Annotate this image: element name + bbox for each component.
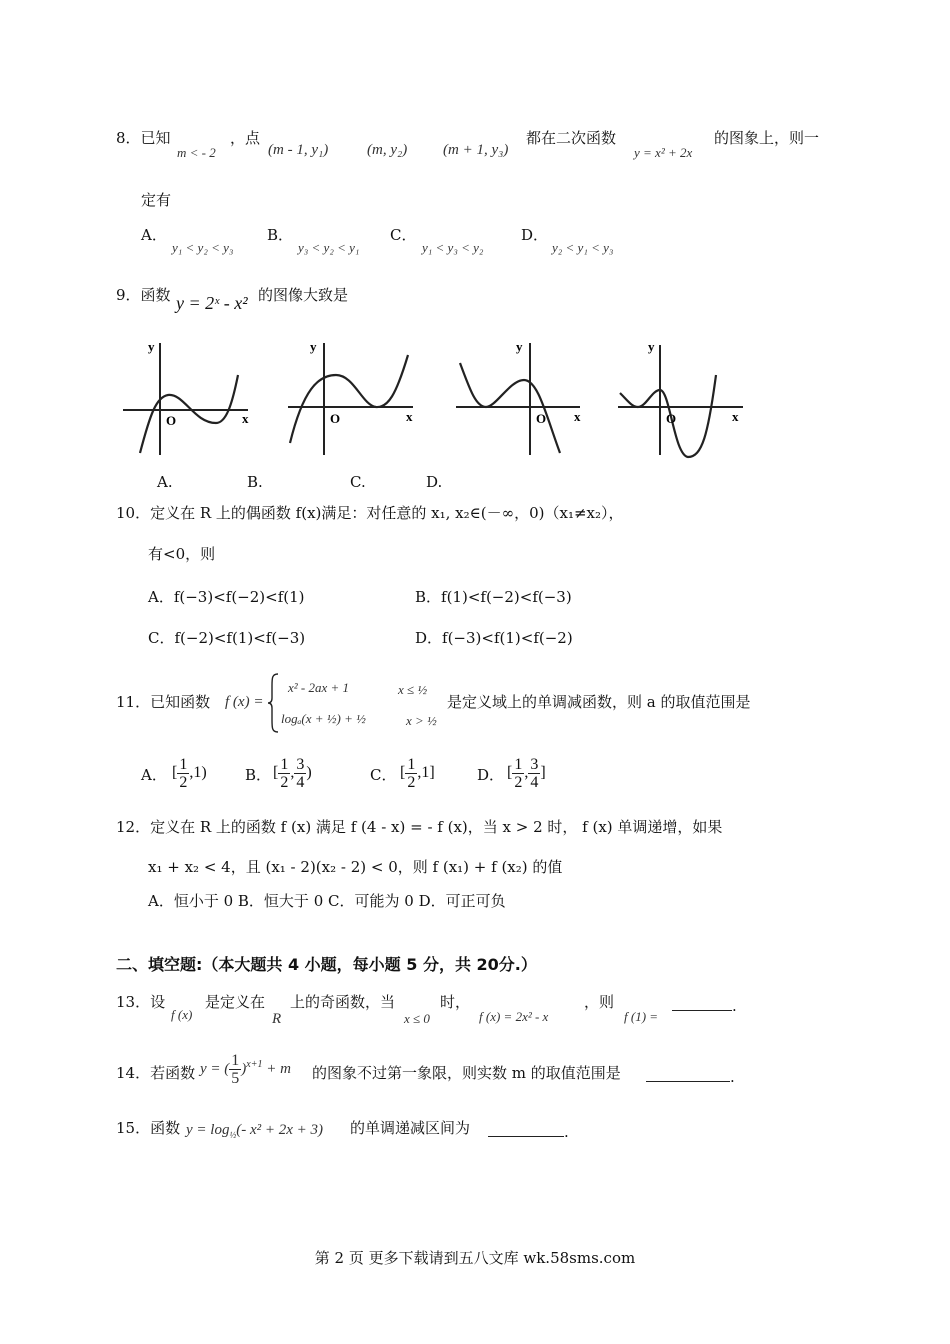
q11-option-c-label: C．	[370, 766, 397, 784]
q10-stem: 10．定义在 R 上的偶函数 f(x)满足：对任意的 x₁, x₂∈(－∞，0)（x₁≠x₂），	[116, 504, 624, 522]
q15-arg: (- x² + 2x + 3)	[236, 1122, 323, 1138]
q13-function: f (x) = 2x² - x	[479, 1009, 549, 1024]
q14-frac-den: 5	[231, 1070, 240, 1087]
q11-d-num1: 1	[514, 756, 523, 773]
q13-blank[interactable]	[672, 996, 732, 1011]
graph-c-o-label: O	[536, 411, 547, 426]
q9-option-d: D.	[426, 473, 443, 491]
q14-answer-line	[646, 1067, 735, 1087]
q13-r: R	[272, 1011, 282, 1027]
q11-option-d-label: D．	[477, 766, 505, 784]
q11-b-comma: ,	[290, 764, 295, 782]
q15-blank[interactable]	[488, 1122, 564, 1137]
q13-f1: f (1) =	[624, 1009, 659, 1024]
q15-number: 15．函数	[116, 1119, 181, 1137]
q11-d-den1: 2	[514, 774, 523, 791]
q13-text1: 是定义在	[205, 993, 266, 1011]
q14-func-post: )	[241, 1060, 247, 1077]
q15-answer-line	[488, 1122, 569, 1142]
q11-fx: f (x) =	[225, 694, 264, 710]
q14-tail: 的图象不过第一象限，则实数 m 的取值范围是	[312, 1064, 621, 1082]
q8-point2: (m, y₂)	[367, 142, 408, 158]
q9-tail: 的图像大致是	[258, 286, 349, 304]
q8-number: 8．已知	[116, 129, 171, 147]
q11-d-frac2	[528, 756, 540, 791]
q8-condition: m < - 2	[177, 145, 216, 160]
q11-c-open: [	[400, 764, 406, 782]
q11-a-open: [	[172, 764, 178, 782]
q11-tail: 是定义域上的单调减函数，则 a 的取值范围是	[447, 693, 751, 711]
graph-a-x-label: x	[242, 411, 249, 426]
q11-option-c	[400, 756, 435, 791]
q11-d-open: [	[507, 764, 513, 782]
q11-a-frac	[177, 756, 189, 791]
q11-d-num2: 3	[530, 756, 539, 773]
q11-c-close: ,1]	[417, 764, 435, 782]
graph-b-x-label: x	[406, 409, 413, 424]
graph-d-x-label: x	[732, 409, 739, 424]
q8-option-c-label: C．	[390, 226, 417, 244]
q11-c-frac	[405, 756, 417, 791]
q13-text2: 上的奇函数，当	[290, 993, 396, 1011]
q15-function	[186, 1120, 323, 1145]
q9-function: y = 2ˣ - x²	[176, 293, 248, 313]
q14-plus-m: + m	[266, 1060, 291, 1077]
graph-b-o-label: O	[330, 411, 341, 426]
q11-d-comma: ,	[524, 764, 529, 782]
q13-fx: f (x)	[171, 1007, 193, 1022]
graph-d-o-label: O	[666, 411, 677, 426]
q8-mid: 都在二次函数	[526, 129, 617, 147]
q11-option-b-label: B．	[245, 766, 272, 784]
q11-d-close: ]	[540, 764, 546, 782]
q8-option-a-label: A．	[141, 226, 167, 244]
q8-point3: (m + 1, y₃)	[443, 142, 509, 158]
q8-option-b-label: B．	[267, 226, 294, 244]
q11-d-den2: 4	[530, 774, 539, 791]
q15-tail: 的单调递减区间为	[350, 1119, 471, 1137]
q11-c-den: 2	[407, 774, 416, 791]
q14-exponent: x+1	[246, 1058, 263, 1070]
q11-number: 11．已知函数	[116, 693, 211, 711]
q14-number: 14．若函数	[116, 1064, 196, 1082]
graph-c-y-label: y	[516, 339, 523, 354]
q11-c-num: 1	[407, 756, 416, 773]
q11-b-den2: 4	[296, 774, 305, 791]
q11-a-num: 1	[179, 756, 188, 773]
q8-option-a: y₁ < y₂ < y₃	[172, 240, 234, 255]
q10-option-b: B．f(1)<f(−2)<f(−3)	[415, 588, 572, 606]
graph-c	[456, 339, 581, 455]
q9-option-a: A.	[157, 473, 173, 491]
q15-end: .	[564, 1123, 569, 1141]
q11-option-a	[172, 756, 207, 791]
page-footer: 第 2 页 更多下载请到五八文库 wk.58sms.com	[314, 1249, 636, 1267]
q11-b-frac2	[294, 756, 306, 791]
graph-b-y-label: y	[310, 339, 317, 354]
q8-function: y = x² + 2x	[634, 145, 693, 160]
q13-end: .	[732, 997, 737, 1015]
q14-function	[200, 1052, 291, 1087]
q8-tail: 的图象上，则一	[714, 129, 820, 147]
q12-line2: x₁ + x₂ < 4，且 (x₁ - 2)(x₂ - 2) < 0，则 f (x₁) + f (x₂) 的值	[148, 858, 563, 876]
q14-frac-num: 1	[231, 1052, 240, 1069]
q10-option-a: A．f(−3)<f(−2)<f(1)	[148, 588, 305, 606]
q11-b-open: [	[273, 764, 279, 782]
q13-number: 13．设	[116, 993, 166, 1011]
q11-brace	[266, 672, 280, 734]
q11-d-frac1	[512, 756, 524, 791]
graph-a	[123, 339, 249, 455]
q9-number: 9．函数	[116, 286, 171, 304]
q14-blank[interactable]	[646, 1067, 730, 1082]
graph-a-o-label: O	[166, 413, 177, 428]
q11-option-a-label: A．	[141, 766, 167, 784]
graph-d-y-label: y	[648, 339, 655, 354]
graph-a-y-label: y	[148, 339, 155, 354]
q11-case1-condition: x ≤ ½	[398, 682, 428, 697]
q8-point1: (m - 1, y₁)	[268, 142, 329, 158]
q14-func-pre: y = (	[200, 1060, 230, 1077]
q11-a-close: ,1)	[189, 764, 207, 782]
q11-b-num1: 1	[280, 756, 289, 773]
graph-b	[288, 339, 413, 455]
q13-answer-line	[672, 996, 737, 1016]
q10-option-d: D．f(−3)<f(1)<f(−2)	[415, 629, 573, 647]
q11-case2-condition: x > ½	[406, 713, 437, 728]
q10-option-c: C．f(−2)<f(1)<f(−3)	[148, 629, 306, 647]
q11-option-b	[273, 756, 312, 791]
section-2-title: 二、填空题:（本大题共 4 小题，每小题 5 分，共 20分.）	[116, 955, 537, 974]
graph-d	[618, 339, 743, 457]
q13-condition: x ≤ 0	[404, 1011, 430, 1026]
q8-line1	[116, 128, 171, 148]
q9-option-c: C.	[350, 473, 366, 491]
q15-base: ½	[229, 1130, 237, 1140]
q8-option-b: y₃ < y₂ < y₁	[298, 240, 360, 255]
q11-b-frac1	[278, 756, 290, 791]
q11-b-num2: 3	[296, 756, 305, 773]
q14-end: .	[730, 1068, 735, 1086]
q11-b-close: )	[306, 764, 312, 782]
q8-option-d-label: D．	[521, 226, 549, 244]
q9-option-b: B.	[247, 473, 263, 491]
q10-line2: 有<0，则	[148, 545, 216, 563]
q13-text4: ，则	[584, 993, 615, 1011]
q11-case2: logₐ(x + ½) + ½	[281, 711, 366, 726]
q11-b-den1: 2	[280, 774, 289, 791]
graph-c-x-label: x	[574, 409, 581, 424]
q11-a-den: 2	[179, 774, 188, 791]
q15-func: y = log	[186, 1122, 230, 1138]
q11-option-d	[507, 756, 546, 791]
q8-line2: 定有	[141, 191, 172, 209]
q13-text3: 时，	[440, 993, 471, 1011]
q12-options: A．恒小于 0 B．恒大于 0 C．可能为 0 D．可正可负	[148, 892, 506, 910]
q14-frac	[229, 1052, 241, 1087]
q11-case1: x² - 2ax + 1	[288, 680, 350, 695]
q8-dian: ，点	[230, 129, 261, 147]
q8-option-d: y₂ < y₁ < y₃	[552, 240, 614, 255]
q8-option-c: y₁ < y₃ < y₂	[422, 240, 484, 255]
q12-line1: 12．定义在 R 上的函数 f (x) 满足 f (4 - x) = - f (x)，当 x > 2 时， f (x) 单调递增，如果	[116, 818, 723, 836]
q9-graphs	[118, 335, 758, 465]
